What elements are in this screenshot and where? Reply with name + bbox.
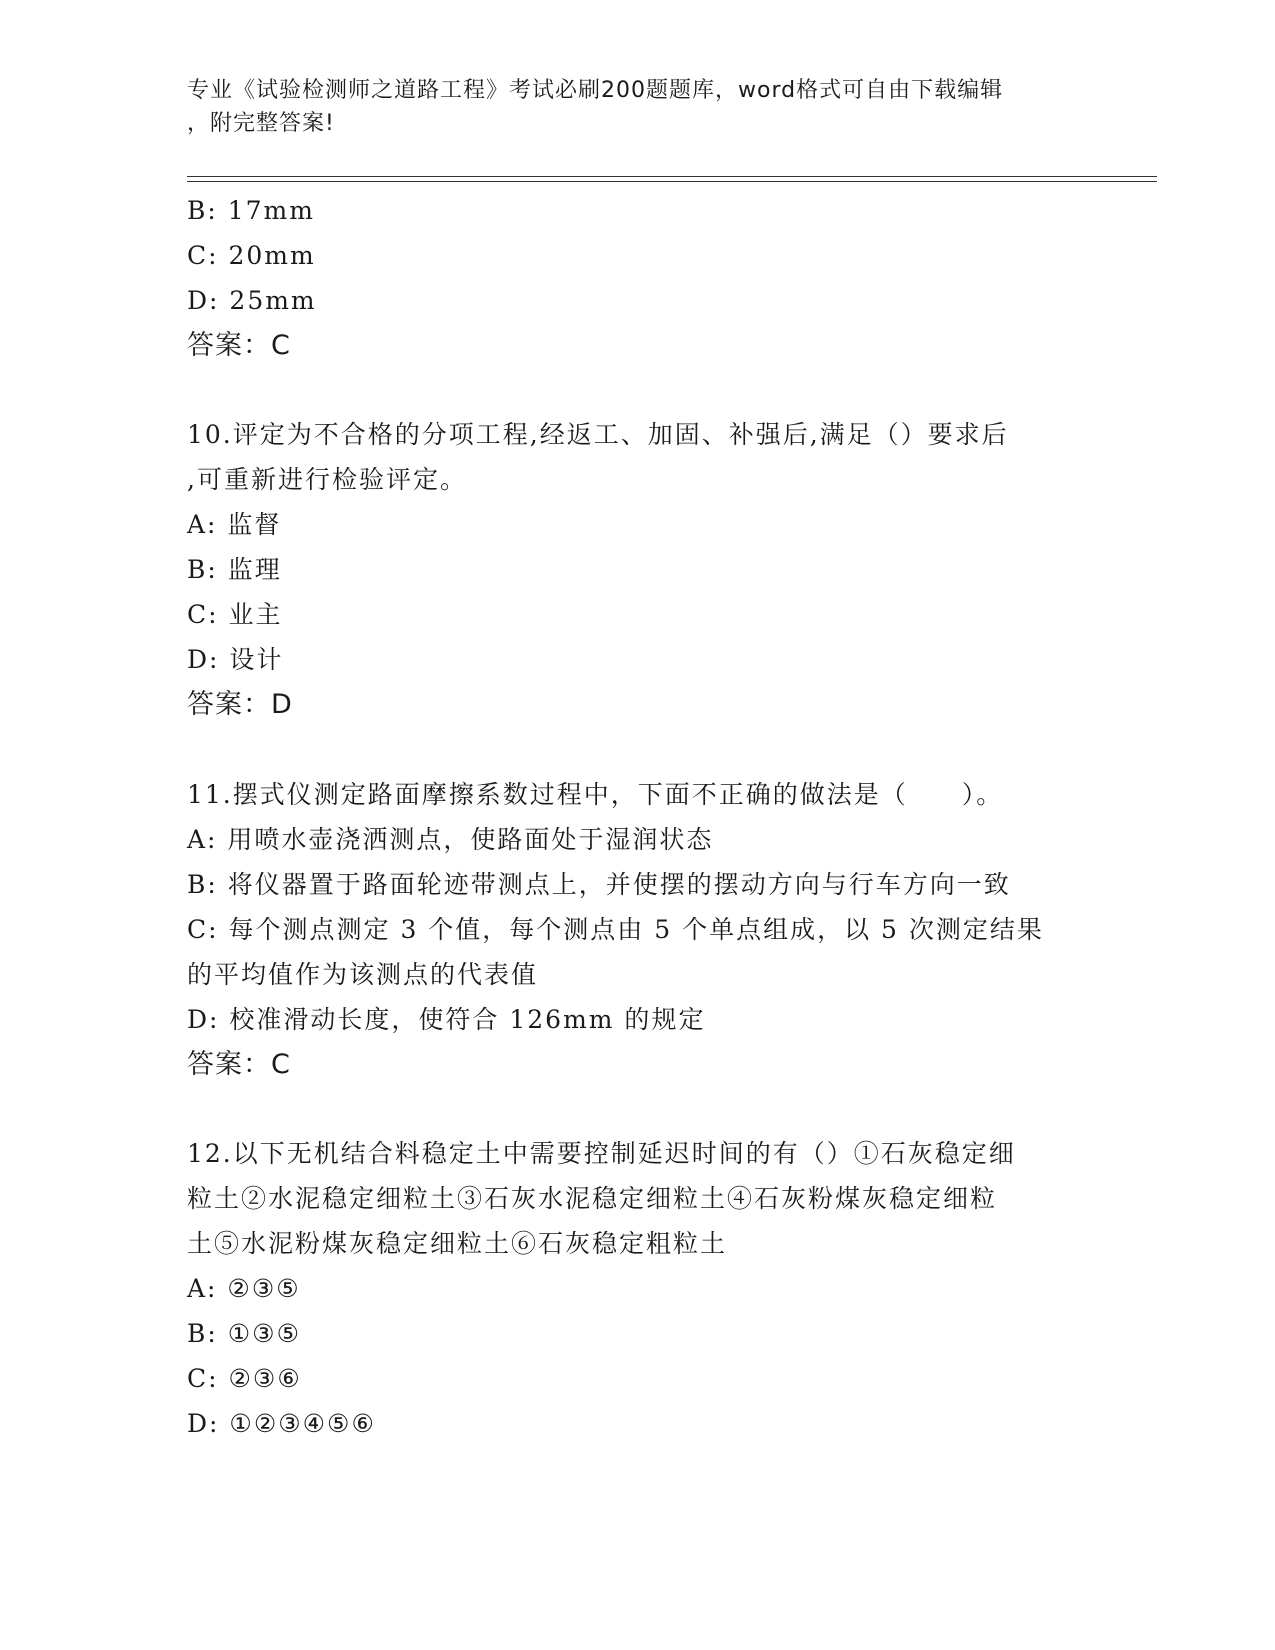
q12-stem-line-3: 土⑤水泥粉煤灰稳定细粒土⑥石灰稳定粗粒土 (187, 1229, 728, 1258)
header-divider-top (187, 176, 1157, 177)
q10-option-a: A: 监督 (187, 510, 282, 539)
q11-option-c-line-1: C: 每个测点测定 3 个值，每个测点由 5 个单点组成，以 5 次测定结果 (187, 915, 1044, 944)
header-line-2: ，附完整答案! (187, 111, 335, 136)
q12-stem-line-1: 12.以下无机结合料稳定土中需要控制延迟时间的有（）①石灰稳定细 (187, 1139, 1016, 1168)
q12-option-b: B: ①③⑤ (187, 1319, 301, 1348)
q10-option-c: C: 业主 (187, 600, 283, 629)
q9-answer: 答案：C (187, 330, 291, 361)
q11-option-a: A: 用喷水壶浇洒测点，使路面处于湿润状态 (187, 825, 714, 854)
q11-option-c-line-2: 的平均值作为该测点的代表值 (187, 960, 539, 989)
q11-stem-line-1: 11.摆式仪测定路面摩擦系数过程中，下面不正确的做法是（ ）。 (187, 780, 1004, 809)
q11-answer: 答案：C (187, 1049, 291, 1080)
q11-option-d: D: 校准滑动长度，使符合 126mm 的规定 (187, 1005, 706, 1034)
q12-option-d: D: ①②③④⑤⑥ (187, 1409, 376, 1438)
q10-answer: 答案：D (187, 689, 293, 720)
q9-option-d: D: 25mm (187, 286, 317, 315)
page-header (187, 74, 1087, 140)
q11-option-b: B: 将仪器置于路面轮迹带测点上，并使摆的摆动方向与行车方向一致 (187, 870, 1011, 899)
q12-stem-line-2: 粒土②水泥稳定细粒土③石灰水泥稳定细粒土④石灰粉煤灰稳定细粒 (187, 1184, 998, 1213)
q10-stem-line-1: 10.评定为不合格的分项工程,经返工、加固、补强后,满足（）要求后 (187, 420, 1009, 449)
q9-option-c: C: 20mm (187, 241, 316, 270)
q10-option-d: D: 设计 (187, 645, 284, 674)
header-line-1: 专业《试验检测师之道路工程》考试必刷200题题库，word格式可自由下载编辑 (187, 78, 1004, 103)
header-divider-bottom (187, 181, 1157, 182)
q10-option-b: B: 监理 (187, 555, 282, 584)
q9-option-b: B: 17mm (187, 196, 315, 225)
q12-option-a: A: ②③⑤ (187, 1274, 301, 1303)
q10-stem-line-2: ,可重新进行检验评定。 (187, 465, 467, 494)
q12-option-c: C: ②③⑥ (187, 1364, 302, 1393)
